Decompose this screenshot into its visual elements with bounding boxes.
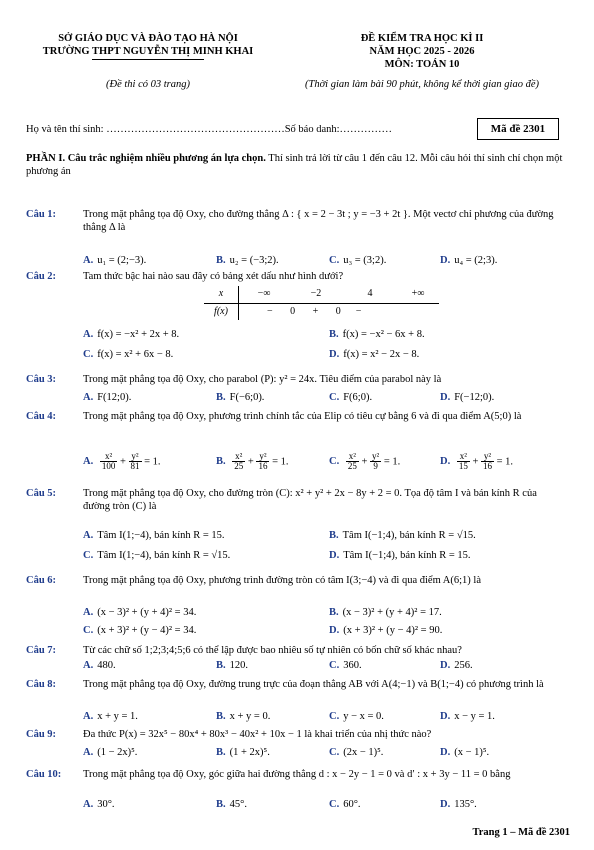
option-a[interactable]: A. f(x) = −x² + 2x + 8. (83, 329, 180, 340)
sign-table-x: x (204, 286, 239, 303)
option-b[interactable]: B. 120. (216, 660, 249, 671)
part-intro (26, 152, 566, 178)
option-b[interactable]: B. x + y = 0. (216, 711, 271, 722)
option-d[interactable]: D. f(x) = x² − 2x − 8. (329, 349, 420, 360)
option-a[interactable]: A. Tâm I(1;−4), bán kính R = 15. (83, 530, 225, 541)
option-b[interactable]: B. u₂ = (−3;2). (216, 255, 279, 266)
question-label: Câu 8: (26, 679, 57, 690)
student-info-line: Họ và tên thí sinh: ……………………………………………Số báo danh:…………… (26, 124, 393, 135)
school-year: NĂM HỌC 2025 - 2026 (369, 46, 475, 58)
question-3 (26, 373, 566, 407)
option-a[interactable]: A. 480. (83, 660, 116, 671)
dept-name: SỞ GIÁO DỤC VÀ ĐÀO TẠO HÀ NỘI (58, 33, 238, 44)
option-c[interactable]: C. 60°. (329, 799, 361, 810)
page-count: (Đề thi có 03 trang) (106, 79, 190, 90)
option-d[interactable]: D. u₄ = (2;3). (440, 255, 498, 266)
sign-table: x −∞ −2 4 +∞ f(x) − 0 + 0 − (204, 286, 439, 320)
page-footer: Trang 1 – Mã đề 2301 (472, 827, 570, 838)
question-10 (26, 768, 566, 814)
question-text: Đa thức P(x) = 32x⁵ − 80x⁴ + 80x³ − 40x² + 10x − 1 là khai triển của nhị thức nào? (83, 729, 432, 740)
header-divider-left (92, 59, 204, 60)
question-label: Câu 3: (26, 374, 57, 385)
question-text: Từ các chữ số 1;2;3;4;5;6 có thể lập được bao nhiêu số tự nhiên có bốn chữ số khác nhau? (83, 645, 462, 656)
question-2 (26, 270, 566, 370)
exam-code-box: Mã đề 2301 (477, 118, 559, 140)
option-c[interactable]: C. (2x − 1)⁵. (329, 747, 384, 758)
option-a[interactable]: A. $\frac{\text{x²}}{100}$ + $\frac{\text{y²}}{81}$ = 1. (83, 451, 161, 472)
question-text: Trong mặt phẳng tọa độ Oxy, phương trình chính tắc của Elip có tiêu cự bằng 6 và đi qua điểm A(5;0) là (83, 411, 522, 422)
option-b[interactable]: B. (x − 3)² + (y + 4)² = 17. (329, 607, 442, 618)
option-a[interactable]: A. (1 − 2x)⁵. (83, 747, 138, 758)
option-a[interactable]: A. (x − 3)² + (y + 4)² = 34. (83, 607, 197, 618)
option-c[interactable]: C. Tâm I(1;−4), bán kính R = √15. (83, 550, 231, 561)
question-label: Câu 2: (26, 271, 57, 282)
question-label: Câu 9: (26, 729, 57, 740)
option-a[interactable]: A. x + y = 1. (83, 711, 138, 722)
option-d[interactable]: D. 135°. (440, 799, 477, 810)
question-label: Câu 5: (26, 488, 57, 499)
option-d[interactable]: D. (x + 3)² + (y − 4)² = 90. (329, 625, 443, 636)
option-d[interactable]: D. $\frac{\text{x²}}{15}$ + $\frac{\text{y²}}{16}$ = 1. (440, 451, 514, 472)
option-c[interactable]: C. 360. (329, 660, 362, 671)
option-d[interactable]: D. Tâm I(−1;4), bán kính R = 15. (329, 550, 471, 561)
exam-title: ĐỀ KIỂM TRA HỌC KÌ II (360, 33, 484, 44)
option-a[interactable]: A. F(12;0). (83, 392, 132, 403)
question-text: Trong mặt phẳng tọa độ Oxy, đường trung trực của đoạn thẳng AB với A(4;−1) và B(1;−4) có phương trình là (83, 679, 544, 690)
question-text: Tam thức bậc hai nào sau đây có bảng xét dấu như hình dưới? (83, 271, 344, 282)
option-c[interactable]: C. F(6;0). (329, 392, 373, 403)
header-right (262, 32, 582, 71)
question-text: Trong mặt phẳng tọa độ Oxy, cho parabol (P): y² = 24x. Tiêu điểm của parabol này là (83, 374, 442, 385)
question-label: Câu 4: (26, 411, 57, 422)
question-1 (26, 208, 566, 268)
option-d[interactable]: D. F(−12;0). (440, 392, 495, 403)
option-c[interactable]: C. (x + 3)² + (y − 4)² = 34. (83, 625, 197, 636)
option-b[interactable]: B. (1 + 2x)⁵. (216, 747, 270, 758)
question-9 (26, 728, 566, 764)
option-b[interactable]: B. Tâm I(−1;4), bán kính R = √15. (329, 530, 476, 541)
question-label: Câu 10: (26, 769, 62, 780)
question-label: Câu 7: (26, 645, 57, 656)
school-name: TRƯỜNG THPT NGUYỄN THỊ MINH KHAI (42, 46, 254, 58)
option-d[interactable]: D. (x − 1)⁵. (440, 747, 490, 758)
question-5 (26, 487, 566, 571)
question-text: Trong mặt phẳng tọa độ Oxy, cho đường thẳng Δ : { x = 2 − 3t ; y = −3 + 2t }. Một vectơ chỉ phương của đường thẳng Δ là (83, 209, 554, 234)
exam-time: (Thời gian làm bài 90 phút, không kể thời gian giao đề) (304, 79, 540, 90)
question-text: Trong mặt phẳng tọa độ Oxy, phương trình đường tròn có tâm I(3;−4) và đi qua điểm A(6;1) là (83, 575, 481, 586)
option-d[interactable]: D. 256. (440, 660, 473, 671)
question-8 (26, 678, 566, 726)
question-label: Câu 1: (26, 209, 57, 220)
option-a[interactable]: A. u₁ = (2;−3). (83, 255, 147, 266)
part-desc: Thí sinh trả lời từ câu 1 đến câu 12. Mỗi câu hỏi thí sinh chỉ chọn một phương án (26, 153, 563, 178)
question-text: Trong mặt phẳng tọa độ Oxy, góc giữa hai đường thẳng d : x − 2y − 1 = 0 và d′ : x + 3y − 11 = 0 bằng (83, 769, 511, 780)
sign-table-fx: f(x) (204, 303, 239, 320)
question-label: Câu 6: (26, 575, 57, 586)
option-b[interactable]: B. F(−6;0). (216, 392, 265, 403)
question-4 (26, 410, 566, 482)
question-6 (26, 574, 566, 640)
header-left (18, 32, 278, 58)
subject: MÔN: TOÁN 10 (384, 59, 460, 71)
option-c[interactable]: C. f(x) = x² + 6x − 8. (83, 349, 174, 360)
question-text: Trong mặt phẳng tọa độ Oxy, cho đường tròn (C): x² + y² + 2x − 8y + 2 = 0. Tọa độ tâm I và bán kính R của đường tròn (C) là (83, 488, 537, 513)
question-7 (26, 644, 566, 676)
option-d[interactable]: D. x − y = 1. (440, 711, 495, 722)
option-b[interactable]: B. $\frac{\text{x²}}{25}$ + $\frac{\text{y²}}{16}$ = 1. (216, 451, 289, 472)
part-title: PHẦN I. Câu trắc nghiệm nhiều phương án lựa chọn. (26, 153, 266, 164)
option-c[interactable]: C. y − x = 0. (329, 711, 384, 722)
option-a[interactable]: A. 30°. (83, 799, 115, 810)
option-c[interactable]: C. u₃ = (3;2). (329, 255, 387, 266)
option-c[interactable]: C. $\frac{\text{x²}}{25}$ + $\frac{\text{y²}}{9}$ = 1. (329, 451, 401, 472)
option-b[interactable]: B. 45°. (216, 799, 247, 810)
option-b[interactable]: B. f(x) = −x² − 6x + 8. (329, 329, 425, 340)
